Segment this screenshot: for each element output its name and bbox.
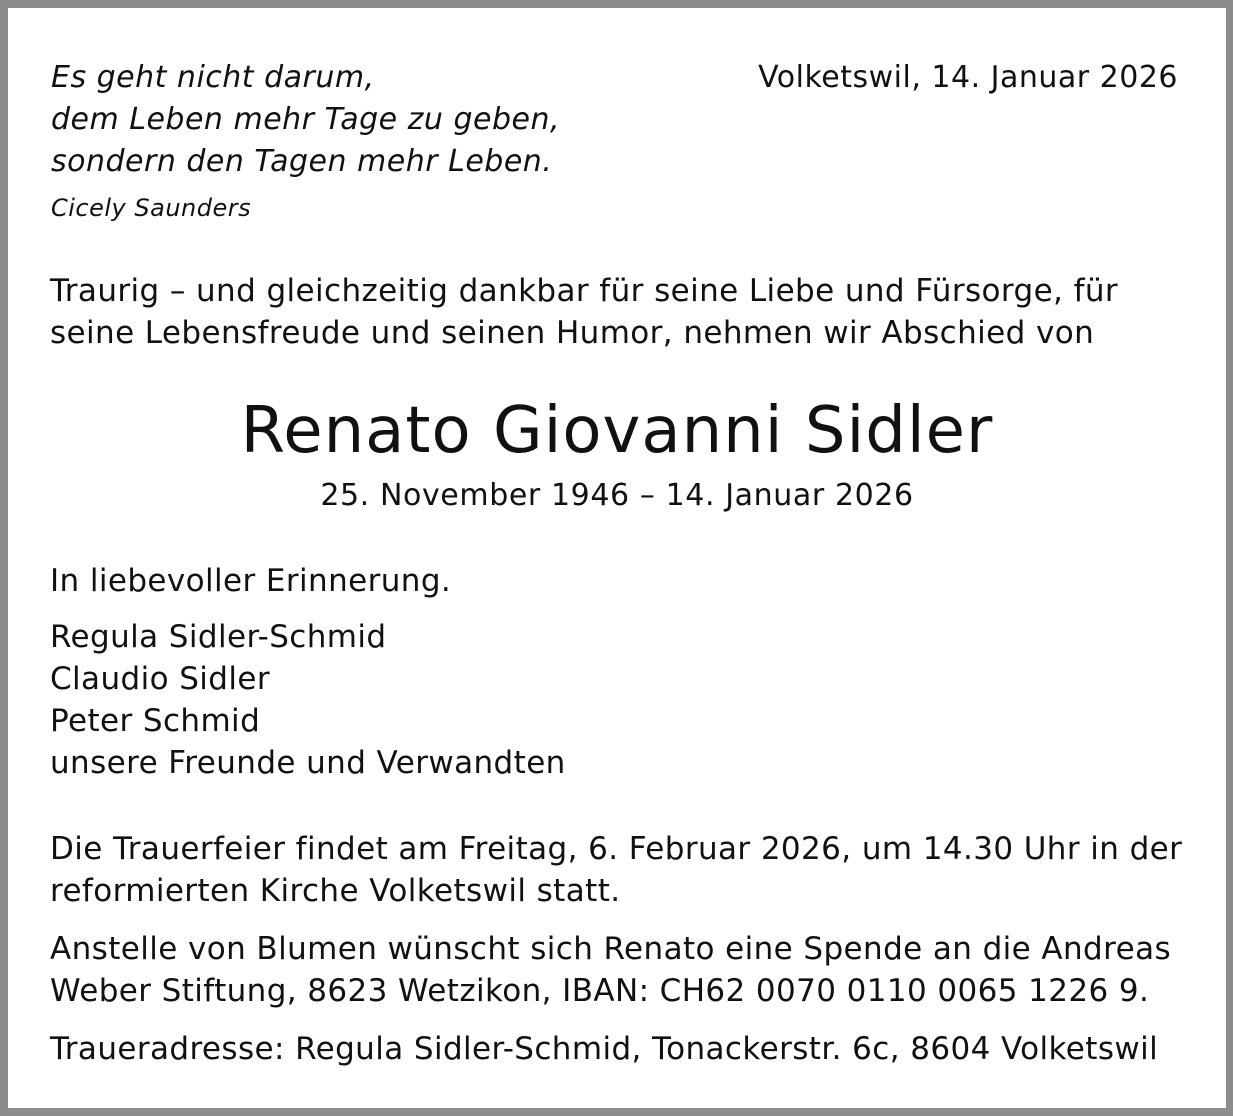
mourners-list <box>50 616 566 784</box>
funeral-line: Die Trauerfeier findet am Freitag, 6. Februar 2026, um 14.30 Uhr in der <box>50 831 1183 867</box>
mourner-name: Peter Schmid <box>50 703 261 739</box>
place-and-date: Volketswil, 14. Januar 2026 <box>758 60 1178 95</box>
quote-author: Cicely Saunders <box>51 194 252 222</box>
funeral-line: reformierten Kirche Volketswil statt. <box>50 873 621 909</box>
quote-line: dem Leben mehr Tage zu geben, <box>51 102 560 137</box>
donation-line: Anstelle von Blumen wünscht sich Renato eine Spende an die Andreas <box>50 931 1172 967</box>
mourner-name: Claudio Sidler <box>50 661 271 697</box>
donation-line: Weber Stiftung, 8623 Wetzikon, IBAN: CH62 0070 0110 0065 1226 9. <box>50 973 1150 1009</box>
deceased-name: Renato Giovanni Sidler <box>240 394 994 468</box>
quote-line: sondern den Tagen mehr Leben. <box>51 144 553 179</box>
intro-line: Traurig – und gleichzeitig dankbar für seine Liebe und Fürsorge, für <box>50 273 1119 309</box>
quote-line: Es geht nicht darum, <box>51 60 375 95</box>
funeral-info <box>50 828 1182 912</box>
mourner-name: unsere Freunde und Verwandten <box>50 745 566 781</box>
intro-text <box>50 270 1118 354</box>
obituary-notice <box>8 8 1226 1108</box>
life-dates: 25. November 1946 – 14. Januar 2026 <box>320 478 914 513</box>
intro-line: seine Lebensfreude und seinen Humor, nehmen wir Abschied von <box>50 315 1095 351</box>
quote-block <box>51 57 560 183</box>
mourner-name: Regula Sidler-Schmid <box>50 619 387 655</box>
mourning-address: Traueradresse: Regula Sidler-Schmid, Tonackerstr. 6c, 8604 Volketswil <box>50 1031 1159 1067</box>
memory-line: In liebevoller Erinnerung. <box>50 563 452 599</box>
donation-info <box>50 928 1171 1012</box>
